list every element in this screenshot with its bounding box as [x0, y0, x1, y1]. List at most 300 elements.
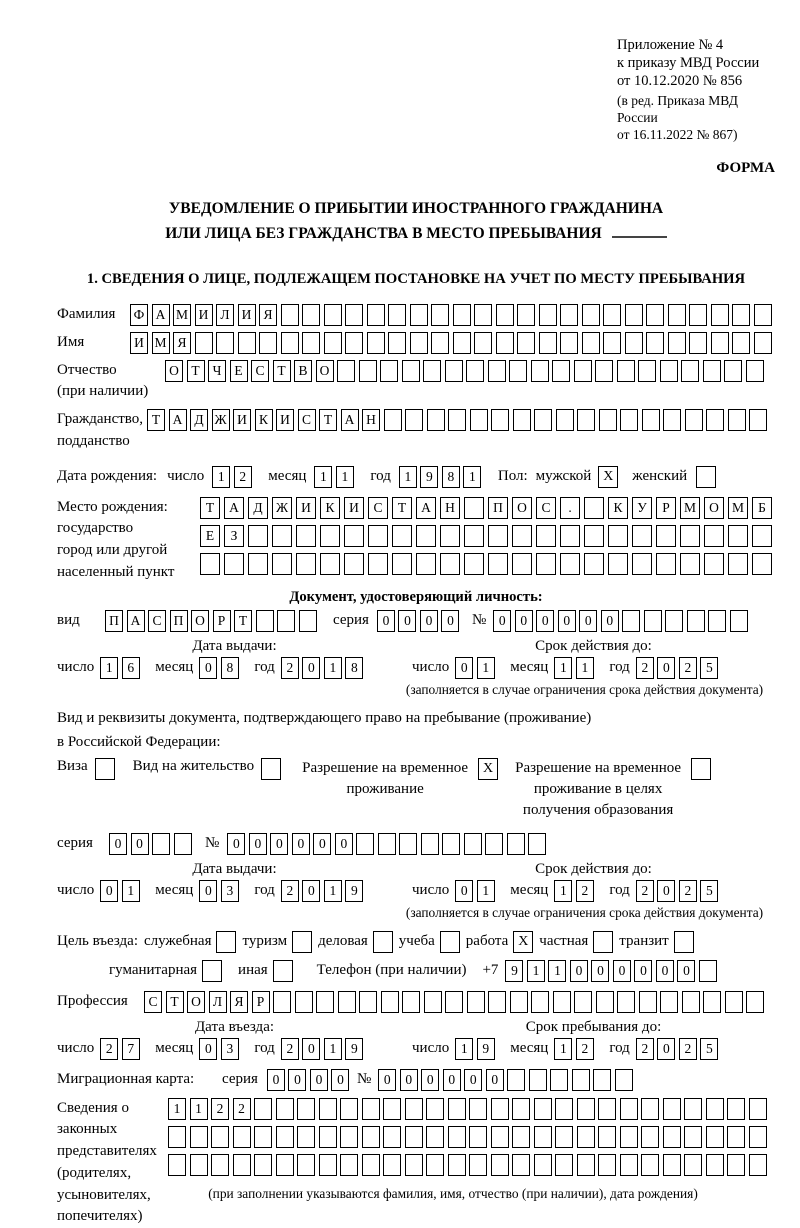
char-cell[interactable]	[727, 1126, 745, 1148]
char-cell[interactable]: 0	[249, 833, 267, 855]
char-cell[interactable]: О	[512, 497, 532, 519]
char-cell[interactable]: 0	[656, 960, 674, 982]
char-cell[interactable]	[474, 332, 492, 354]
purpose-humanitarian-checkbox[interactable]	[202, 960, 222, 982]
char-cell[interactable]: Р	[252, 991, 270, 1013]
char-cell[interactable]	[467, 991, 485, 1013]
char-cell[interactable]	[608, 553, 628, 575]
char-cell[interactable]: 0	[634, 960, 652, 982]
profession-input[interactable]	[144, 991, 768, 1013]
char-cell[interactable]	[448, 1098, 466, 1120]
char-cell[interactable]	[426, 1154, 444, 1176]
char-cell[interactable]	[646, 304, 664, 326]
char-cell[interactable]: 9	[505, 960, 523, 982]
char-cell[interactable]	[555, 1098, 573, 1120]
char-cell[interactable]	[582, 304, 600, 326]
char-cell[interactable]	[536, 525, 556, 547]
char-cell[interactable]: 1	[477, 657, 495, 679]
char-cell[interactable]: О	[187, 991, 205, 1013]
char-cell[interactable]: П	[170, 610, 188, 632]
char-cell[interactable]	[440, 525, 460, 547]
char-cell[interactable]: Л	[209, 991, 227, 1013]
char-cell[interactable]	[577, 1126, 595, 1148]
char-cell[interactable]	[656, 525, 676, 547]
birth-place-row3-input[interactable]	[200, 553, 776, 575]
char-cell[interactable]	[574, 360, 592, 382]
char-cell[interactable]	[584, 553, 604, 575]
char-cell[interactable]: Р	[213, 610, 231, 632]
char-cell[interactable]	[703, 991, 721, 1013]
char-cell[interactable]	[641, 1098, 659, 1120]
migration-number-input[interactable]	[378, 1069, 636, 1091]
char-cell[interactable]	[302, 304, 320, 326]
char-cell[interactable]	[464, 497, 484, 519]
char-cell[interactable]: 1	[336, 466, 354, 488]
residence-expiry-year[interactable]	[636, 880, 722, 902]
char-cell[interactable]: 0	[570, 960, 588, 982]
char-cell[interactable]	[625, 304, 643, 326]
char-cell[interactable]	[485, 833, 503, 855]
phone-input[interactable]	[505, 960, 720, 982]
char-cell[interactable]	[574, 991, 592, 1013]
char-cell[interactable]	[297, 1126, 315, 1148]
char-cell[interactable]: Е	[230, 360, 248, 382]
char-cell[interactable]: Р	[656, 497, 676, 519]
char-cell[interactable]	[730, 610, 748, 632]
char-cell[interactable]	[319, 1098, 337, 1120]
char-cell[interactable]	[507, 1069, 525, 1091]
char-cell[interactable]: И	[195, 304, 213, 326]
char-cell[interactable]	[405, 1154, 423, 1176]
char-cell[interactable]	[598, 1098, 616, 1120]
char-cell[interactable]	[529, 1069, 547, 1091]
entry-day[interactable]	[100, 1038, 143, 1060]
char-cell[interactable]	[617, 360, 635, 382]
char-cell[interactable]: 2	[636, 1038, 654, 1060]
birth-day-input[interactable]	[212, 466, 255, 488]
char-cell[interactable]: 0	[455, 880, 473, 902]
char-cell[interactable]: 0	[558, 610, 576, 632]
char-cell[interactable]	[491, 1126, 509, 1148]
char-cell[interactable]: 0	[288, 1069, 306, 1091]
char-cell[interactable]	[560, 525, 580, 547]
char-cell[interactable]	[272, 525, 292, 547]
char-cell[interactable]	[152, 833, 170, 855]
char-cell[interactable]	[684, 1154, 702, 1176]
char-cell[interactable]: 1	[455, 1038, 473, 1060]
char-cell[interactable]: 1	[477, 880, 495, 902]
char-cell[interactable]	[402, 360, 420, 382]
residence-permit-checkbox[interactable]	[261, 758, 281, 780]
char-cell[interactable]	[488, 360, 506, 382]
char-cell[interactable]: А	[416, 497, 436, 519]
char-cell[interactable]	[238, 332, 256, 354]
char-cell[interactable]	[359, 991, 377, 1013]
char-cell[interactable]	[295, 991, 313, 1013]
purpose-private-checkbox[interactable]	[593, 931, 613, 953]
char-cell[interactable]	[296, 525, 316, 547]
char-cell[interactable]: И	[233, 409, 251, 431]
char-cell[interactable]: О	[191, 610, 209, 632]
char-cell[interactable]	[534, 1126, 552, 1148]
char-cell[interactable]: Ж	[272, 497, 292, 519]
char-cell[interactable]: 0	[199, 880, 217, 902]
char-cell[interactable]: Я	[230, 991, 248, 1013]
char-cell[interactable]: 1	[399, 466, 417, 488]
char-cell[interactable]	[598, 1154, 616, 1176]
char-cell[interactable]	[224, 553, 244, 575]
char-cell[interactable]: 0	[657, 657, 675, 679]
char-cell[interactable]	[727, 1098, 745, 1120]
char-cell[interactable]	[496, 304, 514, 326]
char-cell[interactable]: 1	[554, 1038, 572, 1060]
char-cell[interactable]	[638, 360, 656, 382]
char-cell[interactable]	[512, 1126, 530, 1148]
char-cell[interactable]	[704, 525, 724, 547]
identity-expiry-year[interactable]	[636, 657, 722, 679]
char-cell[interactable]: А	[341, 409, 359, 431]
char-cell[interactable]: А	[127, 610, 145, 632]
doc-seriya-input[interactable]	[377, 610, 463, 632]
char-cell[interactable]	[410, 332, 428, 354]
char-cell[interactable]: Я	[259, 304, 277, 326]
char-cell[interactable]	[383, 1098, 401, 1120]
char-cell[interactable]	[340, 1098, 358, 1120]
char-cell[interactable]: 0	[464, 1069, 482, 1091]
char-cell[interactable]: 1	[324, 880, 342, 902]
char-cell[interactable]: К	[320, 497, 340, 519]
char-cell[interactable]	[256, 610, 274, 632]
char-cell[interactable]	[620, 409, 638, 431]
char-cell[interactable]	[399, 833, 417, 855]
char-cell[interactable]: И	[344, 497, 364, 519]
char-cell[interactable]	[552, 360, 570, 382]
char-cell[interactable]	[632, 525, 652, 547]
char-cell[interactable]	[273, 991, 291, 1013]
char-cell[interactable]	[560, 304, 578, 326]
char-cell[interactable]	[528, 833, 546, 855]
char-cell[interactable]	[470, 409, 488, 431]
char-cell[interactable]: 1	[212, 466, 230, 488]
char-cell[interactable]: 2	[281, 1038, 299, 1060]
char-cell[interactable]	[663, 1098, 681, 1120]
char-cell[interactable]: 0	[493, 610, 511, 632]
char-cell[interactable]	[190, 1126, 208, 1148]
stay-month[interactable]	[554, 1038, 597, 1060]
char-cell[interactable]	[405, 409, 423, 431]
char-cell[interactable]	[276, 1098, 294, 1120]
char-cell[interactable]	[593, 1069, 611, 1091]
char-cell[interactable]	[680, 553, 700, 575]
char-cell[interactable]	[534, 409, 552, 431]
char-cell[interactable]: 1	[324, 657, 342, 679]
residence-seriya-input[interactable]	[109, 833, 195, 855]
char-cell[interactable]	[195, 332, 213, 354]
char-cell[interactable]	[555, 1154, 573, 1176]
char-cell[interactable]	[431, 304, 449, 326]
char-cell[interactable]	[682, 991, 700, 1013]
char-cell[interactable]	[687, 610, 705, 632]
char-cell[interactable]	[368, 553, 388, 575]
char-cell[interactable]: 2	[576, 880, 594, 902]
char-cell[interactable]	[517, 304, 535, 326]
char-cell[interactable]	[752, 553, 772, 575]
char-cell[interactable]	[488, 991, 506, 1013]
char-cell[interactable]	[689, 304, 707, 326]
char-cell[interactable]	[725, 991, 743, 1013]
surname-input[interactable]	[130, 304, 775, 326]
residence-expiry-month[interactable]	[554, 880, 597, 902]
char-cell[interactable]	[405, 1098, 423, 1120]
char-cell[interactable]	[464, 553, 484, 575]
char-cell[interactable]: Б	[752, 497, 772, 519]
identity-issue-month[interactable]	[199, 657, 242, 679]
char-cell[interactable]	[248, 553, 268, 575]
char-cell[interactable]	[641, 1154, 659, 1176]
char-cell[interactable]: Ф	[130, 304, 148, 326]
char-cell[interactable]: 9	[345, 880, 363, 902]
purpose-work-checkbox[interactable]: X	[513, 931, 533, 953]
char-cell[interactable]: 5	[700, 657, 718, 679]
char-cell[interactable]: Н	[362, 409, 380, 431]
char-cell[interactable]: 0	[579, 610, 597, 632]
char-cell[interactable]	[383, 1126, 401, 1148]
residence-number-input[interactable]	[227, 833, 550, 855]
residence-issue-month[interactable]	[199, 880, 242, 902]
char-cell[interactable]	[656, 553, 676, 575]
char-cell[interactable]	[421, 833, 439, 855]
purpose-other-checkbox[interactable]	[273, 960, 293, 982]
char-cell[interactable]	[453, 332, 471, 354]
char-cell[interactable]	[663, 409, 681, 431]
char-cell[interactable]: 1	[324, 1038, 342, 1060]
char-cell[interactable]: 1	[168, 1098, 186, 1120]
char-cell[interactable]: Т	[147, 409, 165, 431]
char-cell[interactable]	[402, 991, 420, 1013]
char-cell[interactable]	[556, 409, 574, 431]
char-cell[interactable]: 0	[601, 610, 619, 632]
char-cell[interactable]	[749, 409, 767, 431]
char-cell[interactable]: К	[255, 409, 273, 431]
char-cell[interactable]: 0	[377, 610, 395, 632]
char-cell[interactable]: О	[165, 360, 183, 382]
char-cell[interactable]	[445, 991, 463, 1013]
char-cell[interactable]	[539, 332, 557, 354]
char-cell[interactable]	[749, 1126, 767, 1148]
char-cell[interactable]	[732, 304, 750, 326]
char-cell[interactable]	[381, 991, 399, 1013]
char-cell[interactable]	[254, 1098, 272, 1120]
char-cell[interactable]: 9	[420, 466, 438, 488]
char-cell[interactable]: 0	[515, 610, 533, 632]
identity-issue-year[interactable]	[281, 657, 367, 679]
char-cell[interactable]	[276, 1126, 294, 1148]
citizenship-input[interactable]	[147, 409, 771, 431]
purpose-transit-checkbox[interactable]	[674, 931, 694, 953]
char-cell[interactable]	[368, 525, 388, 547]
char-cell[interactable]	[392, 553, 412, 575]
char-cell[interactable]	[254, 1154, 272, 1176]
char-cell[interactable]	[272, 553, 292, 575]
char-cell[interactable]: 0	[313, 833, 331, 855]
entry-year[interactable]	[281, 1038, 367, 1060]
char-cell[interactable]	[727, 1154, 745, 1176]
char-cell[interactable]	[509, 360, 527, 382]
char-cell[interactable]	[706, 1098, 724, 1120]
char-cell[interactable]	[281, 304, 299, 326]
char-cell[interactable]	[531, 991, 549, 1013]
representatives-row3-input[interactable]	[168, 1154, 770, 1176]
char-cell[interactable]	[536, 553, 556, 575]
char-cell[interactable]	[681, 360, 699, 382]
char-cell[interactable]	[362, 1098, 380, 1120]
char-cell[interactable]: Д	[248, 497, 268, 519]
char-cell[interactable]	[168, 1154, 186, 1176]
char-cell[interactable]: 2	[679, 1038, 697, 1060]
char-cell[interactable]	[646, 332, 664, 354]
char-cell[interactable]: 1	[527, 960, 545, 982]
purpose-tourism-checkbox[interactable]	[292, 931, 312, 953]
char-cell[interactable]	[424, 991, 442, 1013]
char-cell[interactable]	[474, 304, 492, 326]
char-cell[interactable]	[254, 1126, 272, 1148]
char-cell[interactable]	[277, 610, 295, 632]
char-cell[interactable]: 5	[700, 1038, 718, 1060]
char-cell[interactable]: 0	[378, 1069, 396, 1091]
char-cell[interactable]	[427, 409, 445, 431]
representatives-row1-input[interactable]	[168, 1098, 770, 1120]
char-cell[interactable]: Ж	[212, 409, 230, 431]
char-cell[interactable]	[216, 332, 234, 354]
char-cell[interactable]	[337, 360, 355, 382]
char-cell[interactable]: С	[368, 497, 388, 519]
char-cell[interactable]	[608, 525, 628, 547]
patronymic-input[interactable]	[165, 360, 767, 382]
char-cell[interactable]	[577, 409, 595, 431]
stay-day[interactable]	[455, 1038, 498, 1060]
char-cell[interactable]: Т	[187, 360, 205, 382]
char-cell[interactable]: Е	[200, 525, 220, 547]
char-cell[interactable]	[426, 1098, 444, 1120]
char-cell[interactable]	[190, 1154, 208, 1176]
char-cell[interactable]	[491, 1098, 509, 1120]
char-cell[interactable]: 0	[310, 1069, 328, 1091]
char-cell[interactable]	[488, 553, 508, 575]
char-cell[interactable]: 0	[420, 610, 438, 632]
char-cell[interactable]: П	[488, 497, 508, 519]
char-cell[interactable]: С	[251, 360, 269, 382]
char-cell[interactable]: М	[152, 332, 170, 354]
migration-seriya-input[interactable]	[267, 1069, 353, 1091]
char-cell[interactable]	[517, 332, 535, 354]
char-cell[interactable]	[685, 409, 703, 431]
char-cell[interactable]: 0	[131, 833, 149, 855]
char-cell[interactable]	[596, 991, 614, 1013]
char-cell[interactable]: 1	[190, 1098, 208, 1120]
char-cell[interactable]: К	[608, 497, 628, 519]
char-cell[interactable]: 0	[398, 610, 416, 632]
char-cell[interactable]	[507, 833, 525, 855]
char-cell[interactable]: В	[294, 360, 312, 382]
char-cell[interactable]	[380, 360, 398, 382]
birth-month-input[interactable]	[314, 466, 357, 488]
char-cell[interactable]	[728, 553, 748, 575]
char-cell[interactable]	[174, 833, 192, 855]
char-cell[interactable]	[560, 332, 578, 354]
char-cell[interactable]	[384, 409, 402, 431]
char-cell[interactable]: 0	[421, 1069, 439, 1091]
char-cell[interactable]	[703, 360, 721, 382]
char-cell[interactable]	[281, 332, 299, 354]
char-cell[interactable]: 2	[100, 1038, 118, 1060]
birth-place-row2-input[interactable]	[200, 525, 776, 547]
char-cell[interactable]	[410, 304, 428, 326]
char-cell[interactable]	[749, 1154, 767, 1176]
char-cell[interactable]: О	[704, 497, 724, 519]
char-cell[interactable]: 2	[576, 1038, 594, 1060]
char-cell[interactable]	[582, 332, 600, 354]
char-cell[interactable]	[550, 1069, 568, 1091]
char-cell[interactable]	[469, 1126, 487, 1148]
char-cell[interactable]	[448, 1154, 466, 1176]
char-cell[interactable]	[728, 409, 746, 431]
sex-male-checkbox[interactable]: X	[598, 466, 618, 488]
char-cell[interactable]: Я	[173, 332, 191, 354]
char-cell[interactable]	[724, 360, 742, 382]
temp-residence-education-checkbox[interactable]	[691, 758, 711, 780]
char-cell[interactable]: 1	[100, 657, 118, 679]
char-cell[interactable]: 2	[233, 1098, 251, 1120]
char-cell[interactable]: 0	[199, 657, 217, 679]
char-cell[interactable]	[469, 1154, 487, 1176]
char-cell[interactable]: И	[276, 409, 294, 431]
char-cell[interactable]: 0	[100, 880, 118, 902]
char-cell[interactable]	[595, 360, 613, 382]
char-cell[interactable]	[211, 1154, 229, 1176]
char-cell[interactable]: 8	[345, 657, 363, 679]
char-cell[interactable]	[754, 332, 772, 354]
char-cell[interactable]: А	[224, 497, 244, 519]
char-cell[interactable]: 0	[657, 1038, 675, 1060]
char-cell[interactable]: 0	[591, 960, 609, 982]
doc-kind-input[interactable]	[105, 610, 320, 632]
char-cell[interactable]: 0	[227, 833, 245, 855]
char-cell[interactable]: 0	[109, 833, 127, 855]
char-cell[interactable]: С	[298, 409, 316, 431]
char-cell[interactable]	[615, 1069, 633, 1091]
char-cell[interactable]	[704, 553, 724, 575]
char-cell[interactable]: 3	[221, 1038, 239, 1060]
residence-issue-year[interactable]	[281, 880, 367, 902]
char-cell[interactable]	[706, 409, 724, 431]
char-cell[interactable]	[464, 833, 482, 855]
char-cell[interactable]	[642, 409, 660, 431]
char-cell[interactable]	[233, 1154, 251, 1176]
char-cell[interactable]	[680, 525, 700, 547]
char-cell[interactable]: Ч	[208, 360, 226, 382]
identity-issue-day[interactable]	[100, 657, 143, 679]
char-cell[interactable]	[639, 991, 657, 1013]
char-cell[interactable]: 0	[331, 1069, 349, 1091]
char-cell[interactable]	[248, 525, 268, 547]
char-cell[interactable]	[448, 1126, 466, 1148]
char-cell[interactable]: 0	[199, 1038, 217, 1060]
identity-expiry-month[interactable]	[554, 657, 597, 679]
char-cell[interactable]	[378, 833, 396, 855]
char-cell[interactable]: И	[130, 332, 148, 354]
char-cell[interactable]: 1	[554, 657, 572, 679]
char-cell[interactable]	[211, 1126, 229, 1148]
